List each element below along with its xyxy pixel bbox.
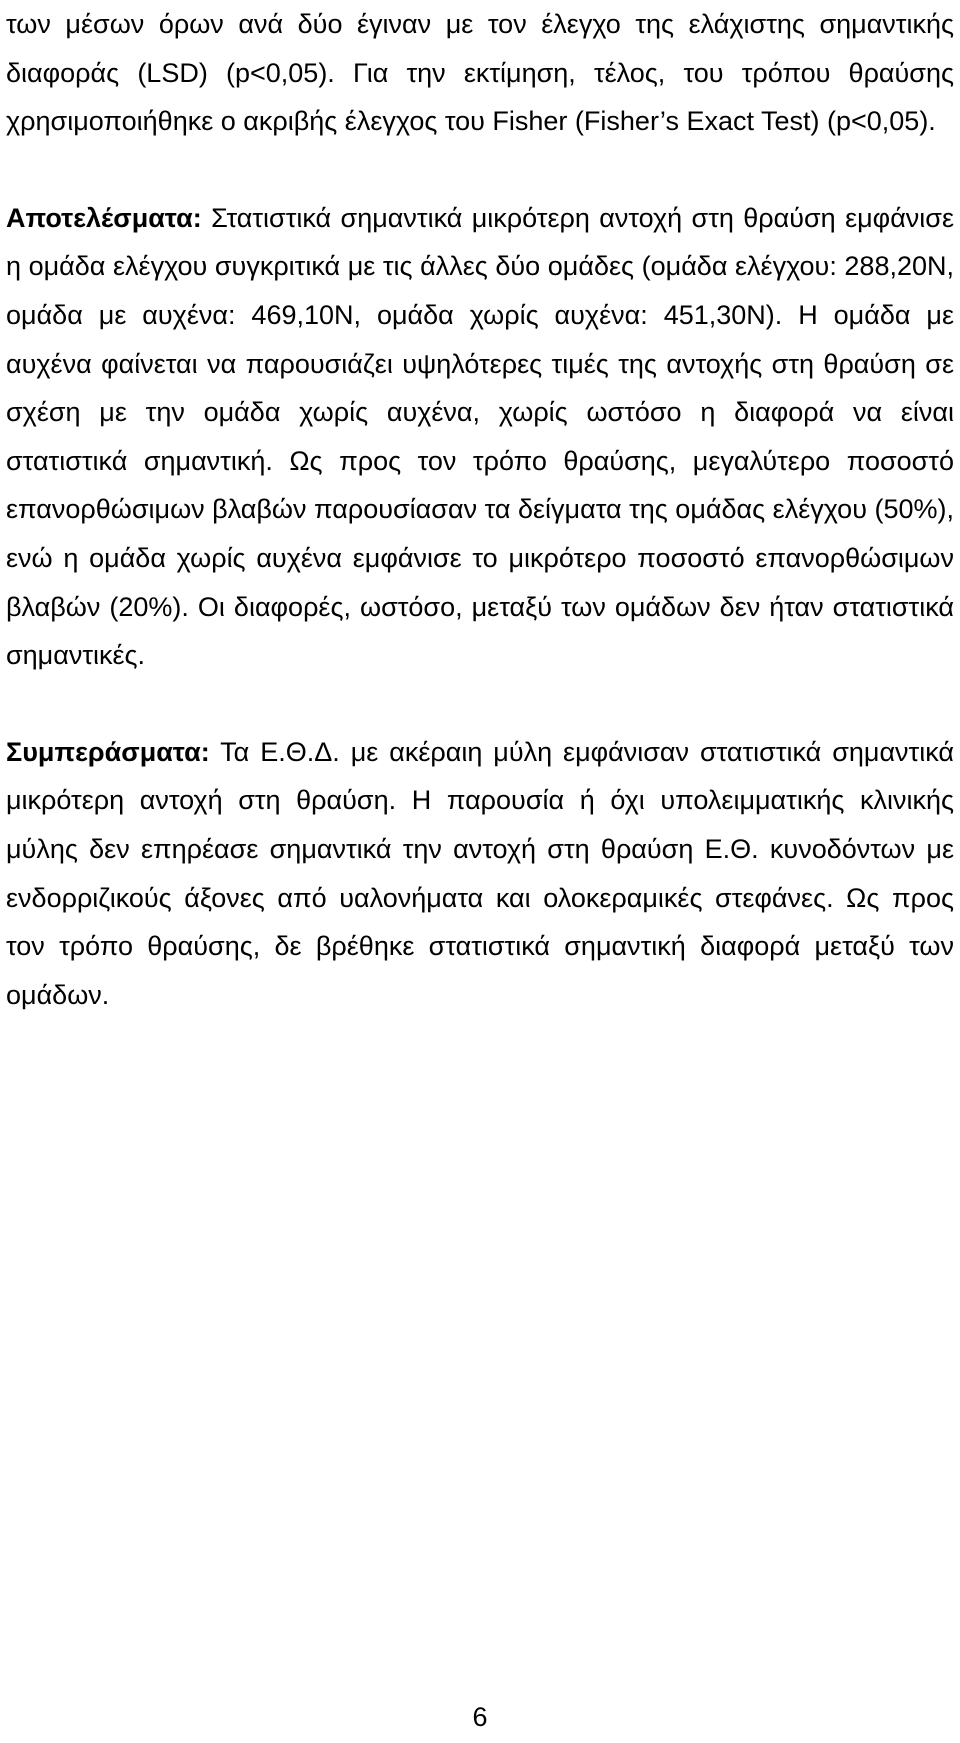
page-number: 6 bbox=[472, 1702, 488, 1732]
conclusions-paragraph bbox=[6, 728, 954, 1020]
methods-paragraph-continuation: των μέσων όρων ανά δύο έγιναν με τον έλεγχο της ελάχιστης σημαντικής διαφοράς (LSD) (p<0,05). Για την εκτίμηση, τέλος, του τρόπου θραύσης χρησιμοποιήθηκε ο ακριβής έλεγχος του Fisher (Fisher’s Exact Test) (p<0,05). bbox=[6, 9, 954, 137]
conclusions-heading: Συμπεράσματα: bbox=[6, 736, 210, 767]
results-paragraph bbox=[6, 194, 954, 680]
results-heading: Αποτελέσματα: bbox=[6, 202, 202, 233]
results-text: Στατιστικά σημαντικά μικρότερη αντοχή στη θραύση εμφάνισε η ομάδα ελέγχου συγκριτικά με τις άλλες δύο ομάδες (ομάδα ελέγχου: 288,20N, ομάδα με αυχένα: 469,10N, ομάδα χωρίς αυχένα: 451,30N). Η ομάδα με αυχένα φαίνεται να παρουσιάζει υψηλότερες τιμές της αντοχής στη θραύση σε σχέση με την ομάδα χωρίς αυχένα, χωρίς ωστόσο η διαφορά να είναι στατιστικά σημαντική. Ως προς τον τρόπο θραύσης, μεγαλύτερο ποσοστό επανορθώσιμων βλαβών παρουσίασαν τα δείγματα της ομάδας ελέγχου (50%), ενώ η ομάδα χωρίς αυχένα εμφάνισε το μικρότερο ποσοστό επανορθώσιμων βλαβών (20%). Οι διαφορές, ωστόσο, μεταξύ των ομάδων δεν ήταν στατιστικά σημαντικές. bbox=[6, 202, 954, 671]
conclusions-text: Τα Ε.Θ.Δ. με ακέραιη μύλη εμφάνισαν στατιστικά σημαντικά μικρότερη αντοχή στη θραύση. Η παρουσία ή όχι υπολειμματικής κλινικής μύλης δεν επηρέασε σημαντικά την αντοχή στη θραύση Ε.Θ. κυνοδόντων με ενδορριζικούς άξονες από υαλονήματα και ολοκεραμικές στεφάνες. Ως προς τον τρόπο θραύσης, δε βρέθηκε στατιστικά σημαντική διαφορά μεταξύ των ομάδων. bbox=[6, 736, 954, 1010]
document-page bbox=[6, 0, 954, 1019]
